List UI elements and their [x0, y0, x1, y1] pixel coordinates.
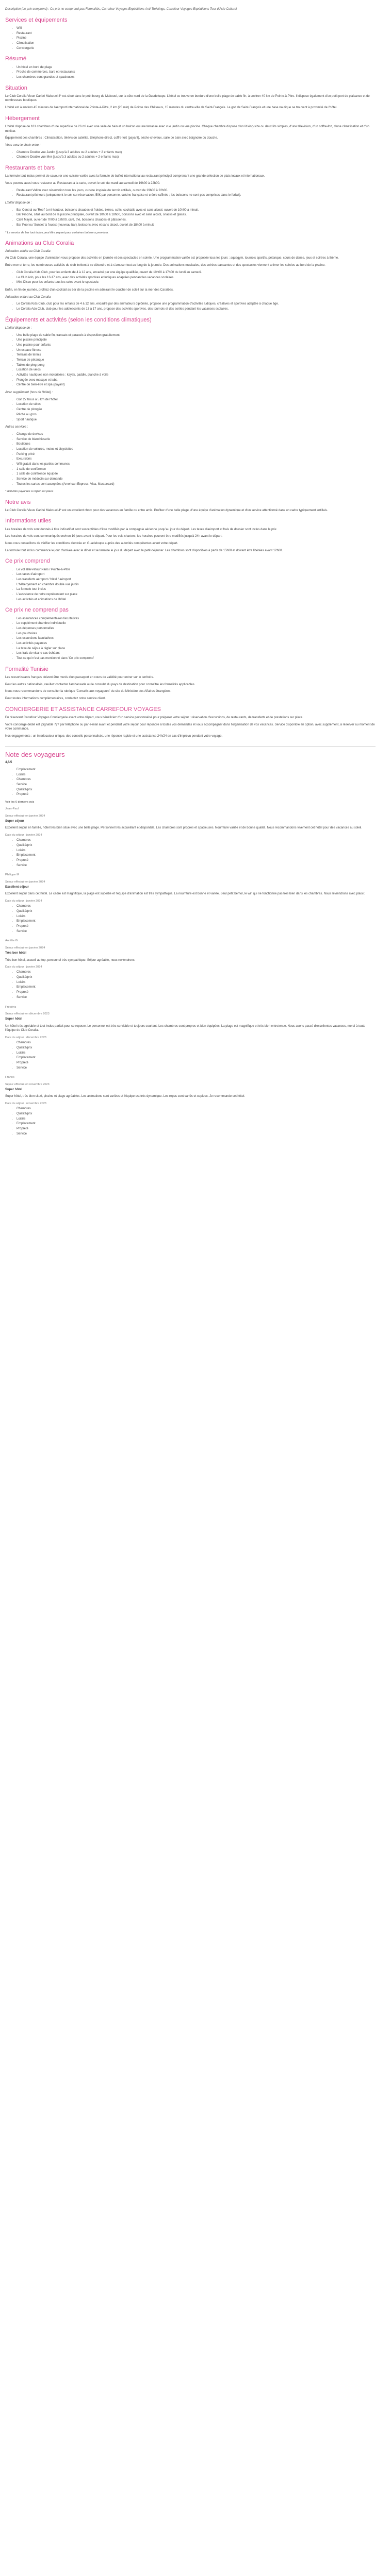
- list-item: • Wifi: [17, 26, 376, 31]
- avis-title: Notre avis: [5, 499, 31, 505]
- hebergement-title: Hébergement: [5, 115, 40, 122]
- review-date: Date du séjour : décembre 2023: [5, 1036, 46, 1040]
- list-item: • Chambres: [17, 1041, 376, 1045]
- review-text: Excellent séjour dans cet hôtel. Le cadre est magnifique, la plage est superbe et l'équipe d'animation est très sympathique. La nourriture est bonne et variée. Seul petit bémol, le wifi qui ne fonctionne pas très bien dans les chambres. Nous reviendrons avec plaisir.: [5, 892, 365, 896]
- page: [0, 0, 381, 1162]
- list-item: • Terrains de tennis: [17, 353, 376, 358]
- list-item: • Le vol aller-retour Paris / Pointe-à-Pitre: [17, 568, 376, 572]
- review-date: Date du séjour : janvier 2024: [5, 965, 42, 969]
- list-item: • Qualité/prix: [17, 975, 376, 980]
- equipements-title: Équipements et activités (selon les conditions climatiques): [5, 316, 152, 323]
- review-title: Très bon hôtel: [5, 951, 27, 955]
- list-item: • Propreté: [17, 1127, 376, 1131]
- list-item: • Les assurances complémentaires facultatives: [17, 617, 376, 621]
- review-meta: Séjour effectué en novembre 2023: [5, 1082, 50, 1086]
- resume-list: [5, 65, 376, 80]
- comprend-title: Ce prix comprend: [5, 558, 50, 565]
- list-item: • Location de vélos: [17, 402, 376, 407]
- list-item: • Une belle plage de sable fin, transats et parasols à disposition gratuitement: [17, 333, 376, 338]
- list-item: • La formule tout inclus: [17, 587, 376, 592]
- list-item: • Les taxes d'aéroport: [17, 572, 376, 577]
- list-item: • L'assistance de notre représentant sur place: [17, 592, 376, 597]
- list-item: • Service: [17, 863, 376, 868]
- non-comprend-title: Ce prix ne comprend pas: [5, 607, 69, 614]
- list-item: • Excursions: [17, 457, 376, 462]
- list-item: • Café Mayel, ouvert de 7h00 à 17h00, café, thé, boissons chaudes et pâtisseries.: [17, 218, 376, 223]
- list-item: • Bar Central ou 'Reef' à mi-hauteur, boissons chaudes et froides, bières, softs, cocktails avec et sans alcool, ouvert de 10h00 à minuit.: [17, 208, 376, 213]
- review-author: Frédéric: [5, 1005, 17, 1009]
- formalite-paragraph: Pour toutes informations complémentaires, contactez notre service client.: [5, 697, 106, 701]
- review: [5, 1075, 376, 1136]
- bars-list: [5, 208, 376, 228]
- list-item: • Emplacement: [17, 985, 376, 990]
- equipements-paid-list: [5, 398, 376, 422]
- list-item: • Une piscine pour enfants: [17, 343, 376, 348]
- formalite-paragraph: Les ressortissants français doivent être munis d'un passeport en cours de validité pour entrer sur le territoire.: [5, 675, 154, 679]
- list-item: • Un hôtel en bord de plage: [17, 65, 376, 70]
- list-item: • Chambres: [17, 1107, 376, 1111]
- situation-paragraph: L'hôtel est à environ 45 minutes de l'aéroport international de Pointe-à-Pitre, 2 km (25 min) de Pointe des Châteaux, 15 minutes du centre-ville de Saint-François. Le golf de Saint-François et une base nautique se trouvent à proximité de l'hôtel.: [5, 106, 337, 110]
- review-criteria: [5, 904, 376, 934]
- review-date: Date du séjour : janvier 2024: [5, 834, 42, 837]
- hebergement-paragraph: Équipement des chambres : Climatisation, télévision satellite, téléphone direct, coffre-fort (payant), sèche-cheveux, salle de bain avec baignoire ou douche.: [5, 137, 218, 140]
- list-item: • Loisirs: [17, 773, 376, 777]
- animations-list: [5, 270, 376, 285]
- list-item: • Terrain de pétanque: [17, 358, 376, 363]
- formalite-title: Formalité Tunisie: [5, 666, 48, 672]
- list-item: • Service de blanchisserie: [17, 437, 376, 442]
- review-criteria: [5, 1107, 376, 1136]
- list-item: • Loisirs: [17, 849, 376, 853]
- review: [5, 807, 376, 868]
- list-item: • La taxe de séjour à régler sur place: [17, 647, 376, 651]
- equipements-note: * Activités payantes à régler sur place: [5, 490, 54, 494]
- services-title: Services et équipements: [5, 16, 68, 23]
- review-meta: Séjour effectué en janvier 2024: [5, 880, 45, 884]
- list-item: • Restaurant Vallon avec réservation tous les jours, cuisine inspirée du terroir antillais, ouvert de 19h00 à 22h00.: [17, 189, 376, 193]
- divider: [5, 746, 376, 747]
- list-item: • Le supplément chambre individuelle: [17, 621, 376, 626]
- list-item: • Les chambres sont grandes et spacieuses: [17, 75, 376, 80]
- list-item: • Proche de commerces, bars et restaurants: [17, 70, 376, 75]
- animations-paragraph: Entre mer et terre, les nombreuses activités du club invitent à se détendre et à s'amuser tout au long de la journée. Des animations musicales, des soirées dansantes et des spectacles viennent animer les soirées au bord de la piscine.: [5, 264, 325, 267]
- resume-title: Résumé: [5, 56, 26, 62]
- equipements-other-label: Autres services :: [5, 426, 28, 429]
- list-item: • Change de devises: [17, 432, 376, 437]
- list-item: • Qualité/prix: [17, 909, 376, 914]
- infos-title: Informations utiles: [5, 518, 52, 524]
- votes-criteria: [5, 768, 376, 797]
- review-title: Super hôtel: [5, 1018, 23, 1021]
- list-item: • Propreté: [17, 924, 376, 929]
- review-author: Franck: [5, 1076, 14, 1079]
- list-item: • Chambres: [17, 904, 376, 909]
- list-item: • Propreté: [17, 1061, 376, 1065]
- restaurants-paragraph: La formule tout inclus permet de savourer une cuisine variée avec la formule de buffet international au restaurant principal comprenant une grande sélection de plats locaux et internationaux.: [5, 175, 265, 178]
- equipements-list: [5, 333, 376, 388]
- animations-kids-list: [5, 302, 376, 311]
- review-title: Super séjour: [5, 819, 24, 823]
- review-author: Jean-Paul: [5, 807, 19, 811]
- situation-paragraph: Le Club Coralia Vieux Caribé Makouel 4* est situé dans le petit bourg de Makouel, sur la côte nord de la Guadeloupe. L'hôtel se trouve en bordure d'une belle plage de sable fin, à environ 40 km de Pointe-à-Pitre. Il dispose également d'un petit port de plaisance et de nombreuses boutiques.: [5, 94, 370, 103]
- list-item: • Golf 27 trous à 5 km de l'hôtel: [17, 398, 376, 402]
- list-item: • Les transferts aéroport / hôtel / aéroport: [17, 578, 376, 582]
- list-item: • Le Coralia Ado Club, club pour les adolescents de 13 à 17 ans, propose des activités sportives, des tournois et des sorties pendant les vacances scolaires.: [17, 307, 376, 312]
- list-item: • Wifi gratuit dans les parties communes: [17, 462, 376, 467]
- services-list: [5, 26, 376, 50]
- reviews-link[interactable]: Voir les 6 derniers avis: [5, 801, 35, 804]
- animations-kids-label: Animation enfant au Club Coralia: [5, 295, 51, 299]
- infos-paragraph: Nous vous conseillons de vérifier les conditions d'entrée en Guadeloupe auprès des autorités compétentes avant votre départ.: [5, 542, 178, 546]
- review-text: Super hôtel, très bien situé, piscine et plage agréables. Les animations sont variées et l'équipe est très dynamique. Les repas sont variés et copieux. Je recommande cet hôtel.: [5, 1095, 246, 1098]
- list-item: • Les dépenses personnelles: [17, 626, 376, 631]
- list-item: • Toutes les cartes sont acceptées (American Express, Visa, Mastercard): [17, 482, 376, 487]
- infos-paragraph: Les horaires de vols sont donnés à titre indicatif et sont susceptibles d'être modifiés par la compagnie aérienne jusqu'au jour du départ. Les taxes d'aéroport et frais de dossier sont inclus dans le prix.: [5, 528, 278, 531]
- list-item: • Emplacement: [17, 768, 376, 772]
- list-item: • Bar Piscine, situé au bord de la piscine principale, ouvert de 10h00 à 18h00, boissons avec et sans alcool, snacks et glaces.: [17, 213, 376, 217]
- list-item: • Chambre Double vue Mer (jusqu'à 3 adultes ou 2 adultes + 2 enfants max): [17, 155, 376, 160]
- list-item: • Restaurant pêcheurs (uniquement le soir sur réservation, 50€ par personne, cuisine française et créole raffinée ; les boissons ne sont pas comprises dans le forfait).: [17, 193, 376, 198]
- hebergement-types-label: Vous avez le choix entre :: [5, 144, 41, 147]
- list-item: • Service: [17, 1132, 376, 1137]
- votes-score: 4,5/5: [5, 761, 12, 765]
- animations-paragraph: Au Club Coralia, une équipe d'animation vous propose des activités en journée et des spectacles en soirée. Une programmation variée est proposée tous les jours : aquagym, tournois sportifs, pétanque, cours de danse, jeux et soirées à thème.: [5, 257, 339, 260]
- formalite-paragraph: Pour les autres nationalités, veuillez contacter l'ambassade ou le consulat du pays de destination pour connaître les formalités applicables.: [5, 683, 196, 686]
- animations-adult-label: Animation adulte au Club Coralia: [5, 249, 51, 253]
- restaurants-title: Restaurants et bars: [5, 165, 55, 172]
- list-item: • Les pourboires: [17, 632, 376, 636]
- avis-text: Le Club Coralia Vieux Caribé Makouel 4* est un excellent choix pour des vacances en famille ou entre amis. Profitez d'une belle plage, d'une équipe d'animation dynamique et d'un service attentionné dans un cadre typiquement antillais.: [5, 509, 328, 512]
- list-item: • Un espace fitness: [17, 348, 376, 353]
- hebergement-types: [5, 150, 376, 160]
- review-text: Très bon hôtel, accueil au top, personnel très sympathique. Séjour agréable, nous reviendrons.: [5, 958, 136, 962]
- list-item: • Location de voitures, motos et bicyclettes: [17, 447, 376, 452]
- conciergerie-paragraph: Votre concierge dédié est joignable 7j/7 par téléphone ou par e-mail avant et pendant votre séjour pour répondre à toutes vos demandes et vous accompagner dans l'organisation de vos vacances. Service disponible en option, avec supplément, à réserver au moment de votre commande.: [5, 723, 375, 731]
- list-item: • Qualité/prix: [17, 1112, 376, 1116]
- list-item: • Boutiques: [17, 442, 376, 447]
- conciergerie-paragraph: Nos engagements : un interlocuteur unique, des conseils personnalisés, une réponse rapide et une assistance 24h/24 en cas d'imprévu pendant votre voyage.: [5, 734, 223, 738]
- list-item: • Service: [17, 929, 376, 934]
- list-item: • Chambre Double vue Jardin (jusqu'à 3 adultes ou 2 adultes + 2 enfants max): [17, 150, 376, 155]
- list-item: • Qualité/prix: [17, 788, 376, 792]
- animations-title: Animations au Club Coralia: [5, 240, 74, 246]
- list-item: • Location de vélos: [17, 368, 376, 372]
- review-date: Date du séjour : janvier 2024: [5, 900, 42, 903]
- review-criteria: [5, 838, 376, 868]
- list-item: • Les activités et animations de l'hôtel: [17, 598, 376, 602]
- review: [5, 1005, 376, 1071]
- list-item: • Propreté: [17, 990, 376, 995]
- review-title: Super hôtel: [5, 1088, 23, 1091]
- list-item: • Les activités payantes: [17, 641, 376, 646]
- hebergement-paragraph: L'hôtel dispose de 181 chambres d'une superficie de 26 m² avec une salle de bain et un balcon ou une terrasse avec vue jardin ou vue piscine. Chaque chambre dispose d'un lit king-size ou deux lits simples, d'une télévision, d'un coffre-fort, d'une climatisation et d'un minibar.: [5, 125, 369, 133]
- list-item: • Propreté: [17, 858, 376, 863]
- list-item: • Tables de ping-pong: [17, 363, 376, 368]
- infos-paragraph: La formule tout inclus commence le jour d'arrivée avec le dîner et se termine le jour du départ avec le petit-déjeuner. Les chambres sont disponibles à partir de 15h00 et doivent être libérées avant 12h00.: [5, 549, 283, 552]
- non-comprend-list: [5, 617, 376, 661]
- list-item: • Qualité/prix: [17, 843, 376, 848]
- restaurants-list: [5, 189, 376, 198]
- list-item: • L'hébergement en chambre double vue jardin: [17, 583, 376, 587]
- list-item: • Emplacement: [17, 919, 376, 924]
- intro-text: Description (Le prix comprend) : Ce prix ne comprend pas Formalités, Carrefour Voyages Expéditions Anti-Trekkings, Carrefour Voyages Expéditions Tour d'Asie Culturel: [5, 8, 237, 11]
- restaurants-note: * Le service de bar tout inclus peut être payant pour certaines boissons premium.: [5, 231, 109, 234]
- list-item: • Le Coralia Kids Club, club pour les enfants de 4 à 12 ans, encadré par des animateurs diplômés, propose une programmation d'activités ludiques, créatives et sportives adaptée à chaque âge.: [17, 302, 376, 307]
- list-item: • Le Club Ado, pour les 13-17 ans, avec des activités sportives et ludiques adaptées pendant les vacances scolaires.: [17, 276, 376, 280]
- review-title: Excellent séjour: [5, 885, 29, 889]
- conciergerie-paragraph: En réservant Carrefour Voyages Conciergerie avant votre départ, vous bénéficiez d'un service personnalisé pour préparer votre séjour : réservation d'excursions, de restaurants, de transferts et de prestations sur place.: [5, 716, 303, 719]
- list-item: • Conciergerie: [17, 46, 376, 51]
- list-item: • Loisirs: [17, 1117, 376, 1122]
- review: [5, 939, 376, 999]
- votes-title: Note des voyageurs: [5, 750, 65, 758]
- list-item: • Les excursions facultatives: [17, 636, 376, 641]
- review: [5, 873, 376, 934]
- list-item: • Service: [17, 995, 376, 1000]
- list-item: • Emplacement: [17, 853, 376, 858]
- list-item: • Mini-Disco pour les enfants tous les soirs avant le spectacle.: [17, 280, 376, 285]
- equipements-paid-label: Avec supplément (hors de l'hôtel) :: [5, 391, 53, 395]
- list-item: • Propreté: [17, 792, 376, 797]
- list-item: • Centre de bien-être et spa (payant): [17, 383, 376, 387]
- list-item: • Activités nautiques non motorisées : kayak, paddle, planche à voile: [17, 373, 376, 378]
- list-item: • Restaurant: [17, 31, 376, 36]
- list-item: • Les frais de visa le cas échéant: [17, 651, 376, 656]
- review-author: Aurélie G: [5, 939, 18, 943]
- list-item: • Sport nautique: [17, 418, 376, 422]
- list-item: • Emplacement: [17, 1122, 376, 1126]
- list-item: • Bar Pool ou 'Sunset' à l'ouest (nouveau bar), boissons avec et sans alcool, ouvert de 18h00 à minuit.: [17, 223, 376, 228]
- equipements-label: L'hôtel dispose de :: [5, 326, 32, 330]
- list-item: • Service: [17, 783, 376, 787]
- equipements-other-list: [5, 432, 376, 487]
- list-item: • Qualité/prix: [17, 1046, 376, 1050]
- review-meta: Séjour effectué en décembre 2023: [5, 1012, 50, 1015]
- restaurants-paragraph: Vous pourrez aussi vous restaurer au Restaurant à la carte, ouvert le soir du mardi au samedi de 19h00 à 22h00.: [5, 182, 160, 185]
- review-date: Date du séjour : novembre 2023: [5, 1102, 46, 1106]
- infos-paragraph: Les horaires de vols sont communiqués environ 10 jours avant le départ. Pour les vols charters, les horaires peuvent être modifiés jusqu'à 24h avant le départ.: [5, 535, 223, 538]
- list-item: • Service de médecin sur demande: [17, 477, 376, 482]
- review-text: Excellent séjour en famille, hôtel très bien situé avec une belle plage. Personnel très accueillant et disponible. Les chambres sont propres et spacieuses. Nourriture variée et de bonne qualité. Nous recommandons vivement cet hôtel pour des vacances au soleil.: [5, 826, 363, 830]
- review-criteria: [5, 1041, 376, 1070]
- list-item: • Climatisation: [17, 41, 376, 46]
- conciergerie-title: CONCIERGERIE ET ASSISTANCE CARREFOUR VOYAGES: [5, 706, 161, 713]
- list-item: • 1 salle de conférence: [17, 467, 376, 472]
- review-meta: Séjour effectué en janvier 2024: [5, 946, 45, 950]
- animations-closing: Enfin, en fin de journée, profitez d'un cocktail au bar de la piscine en admirant le coucher de soleil sur la mer des Caraïbes.: [5, 288, 174, 292]
- list-item: • Chambres: [17, 970, 376, 975]
- list-item: • Service: [17, 1066, 376, 1071]
- review-author: Philippe M: [5, 873, 20, 877]
- list-item: • Club Coralia Kids Club, pour les enfants de 4 à 12 ans, encadré par une équipe qualifiée, ouvert de 10h00 à 17h00 du lundi au samedi.: [17, 270, 376, 275]
- list-item: • Pêche au gros: [17, 413, 376, 417]
- list-item: • Emplacement: [17, 1056, 376, 1060]
- list-item: • Loisirs: [17, 980, 376, 985]
- list-item: • Loisirs: [17, 914, 376, 919]
- list-item: • Loisirs: [17, 1051, 376, 1056]
- list-item: • Parking privé: [17, 452, 376, 457]
- review-criteria: [5, 970, 376, 999]
- list-item: • Chambres: [17, 838, 376, 843]
- review-meta: Séjour effectué en janvier 2024: [5, 814, 45, 818]
- situation-title: Situation: [5, 84, 27, 91]
- formalite-paragraph: Nous vous recommandons de consulter la rubrique 'Conseils aux voyageurs' du site du Ministère des Affaires étrangères.: [5, 690, 172, 693]
- comprend-list: [5, 568, 376, 602]
- list-item: • Une piscine principale: [17, 338, 376, 343]
- list-item: • Chambres: [17, 777, 376, 782]
- review-text: Un hôtel très agréable et tout inclus parfait pour se reposer. Le personnel est très serviable et toujours souriant. Les chambres sont propres et bien équipées. La plage est magnifique et très bien entretenue. Nous avons passé d'excellentes vacances, merci à toute l'équipe du Club Coralia.: [5, 1024, 366, 1032]
- list-item: • Piscine: [17, 36, 376, 41]
- list-item: • Centre de plongée: [17, 408, 376, 412]
- list-item: • Plongée avec masque et tuba: [17, 378, 376, 383]
- bars-label: L'hôtel dispose de :: [5, 201, 32, 205]
- list-item: • Tout ce qui n'est pas mentionné dans 'Ce prix comprend': [17, 656, 376, 661]
- list-item: • 1 salle de conférence équipée: [17, 472, 376, 477]
